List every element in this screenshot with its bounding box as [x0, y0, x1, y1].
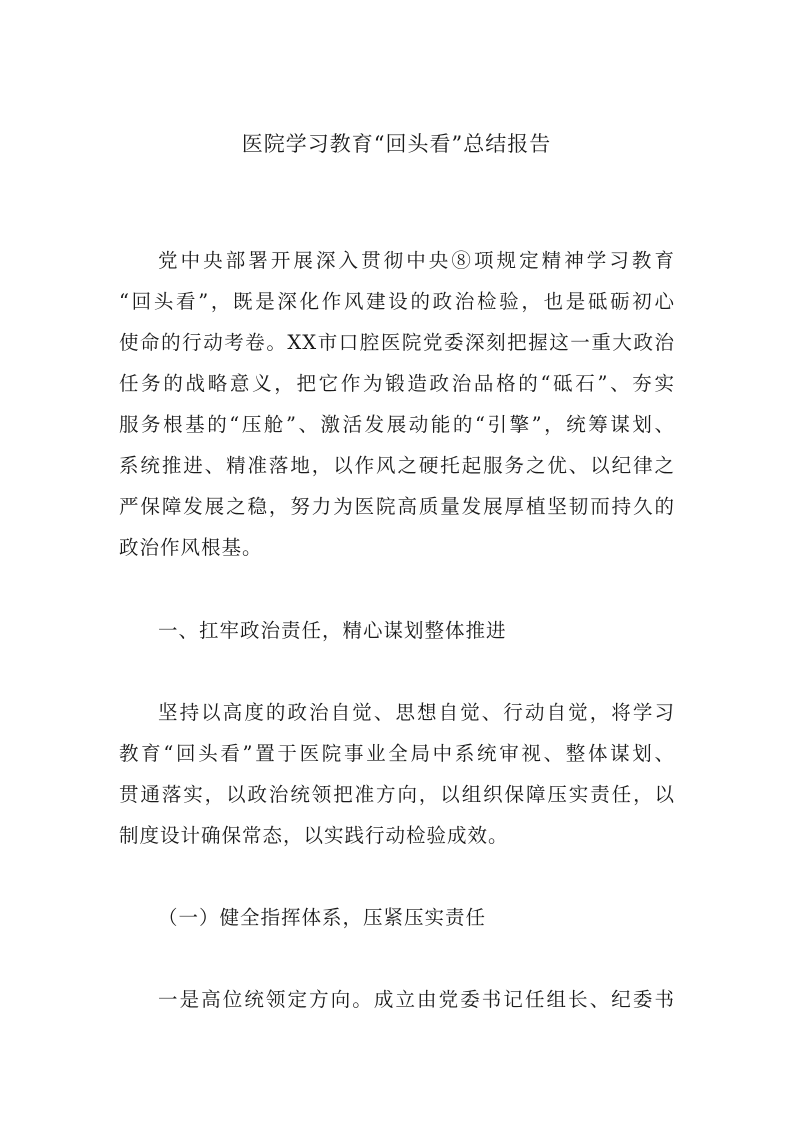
section-1-heading: 一、扛牢政治责任，精心谋划整体推进	[158, 619, 507, 642]
intro-line: 严保障发展之稳，努力为医院高质量发展厚植坚韧而持久的	[119, 495, 675, 518]
subsection-heading	[119, 897, 675, 938]
section-1-line: 教育“回头看”置于医院事业全局中系统审视、整体谋划、	[119, 742, 675, 765]
intro-paragraph	[119, 240, 675, 568]
intro-line: 系统推进、精准落地，以作风之硬托起服务之优、以纪律之	[119, 454, 675, 477]
section-1-line: 贯通落实，以政治统领把准方向，以组织保障压实责任，以	[119, 783, 675, 806]
section-1-paragraph	[119, 692, 675, 856]
subsection-1-heading: （一）健全指挥体系，压紧压实责任	[158, 906, 487, 929]
section-1-line: 坚持以高度的政治自觉、思想自觉、行动自觉，将学习	[158, 701, 675, 724]
subsection-1-line: 一是高位统领定方向。成立由党委书记任组长、纪委书	[158, 988, 675, 1011]
intro-line: 任务的战略意义，把它作为锻造政治品格的“砥石”、夯实	[119, 372, 675, 395]
intro-line: 服务根基的“压舱”、激活发展动能的“引擎”，统筹谋划、	[119, 413, 675, 436]
intro-line: “回头看”，既是深化作风建设的政治检验，也是砥砺初心	[119, 290, 675, 313]
intro-line: 党中央部署开展深入贯彻中央⑧项规定精神学习教育	[158, 249, 675, 272]
document-title: 医院学习教育“回头看”总结报告	[241, 132, 552, 156]
subsection-1-paragraph	[119, 979, 675, 1020]
intro-line: 使命的行动考卷。XX市口腔医院党委深刻把握这一重大政治	[119, 331, 675, 354]
section-1-line: 制度设计确保常态，以实践行动检验成效。	[119, 824, 509, 847]
section-heading	[119, 610, 675, 651]
intro-line: 政治作风根基。	[119, 536, 263, 559]
